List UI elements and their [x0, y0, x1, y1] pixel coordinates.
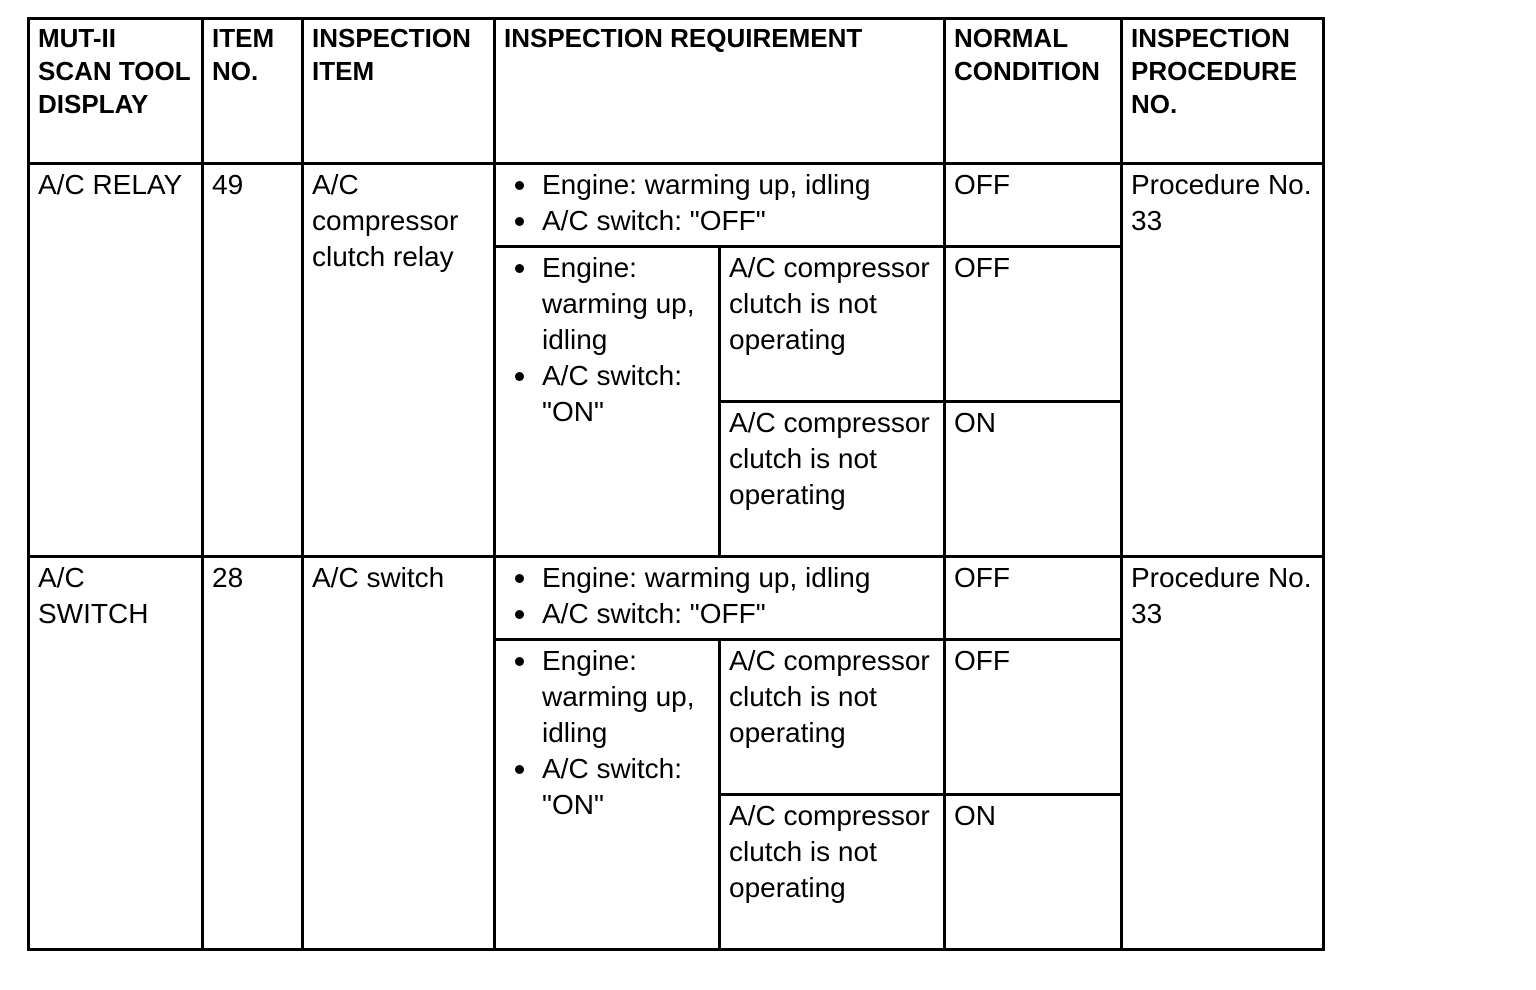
cell-normal-condition: OFF [945, 557, 1122, 640]
header-row [29, 19, 1324, 164]
list-item: Engine: warming up, idling [542, 643, 710, 751]
inspection-table [27, 17, 1325, 951]
list-item: Engine: warming up, idling [542, 167, 935, 203]
header-inspection-requirement: INSPECTION REQUIREMENT [495, 19, 945, 164]
requirement-list [504, 250, 710, 430]
header-normal-condition: NORMAL CONDITION [945, 19, 1122, 164]
table-row [29, 557, 1324, 640]
cell-normal-condition: OFF [945, 640, 1122, 795]
inspection-table-container [27, 17, 1325, 951]
list-item: Engine: warming up, idling [542, 250, 710, 358]
cell-procedure-no: Procedure No. 33 [1122, 557, 1324, 950]
requirement-list [504, 643, 710, 823]
cell-inspection-item: A/C switch [303, 557, 495, 950]
cell-item-no: 49 [203, 164, 303, 557]
list-item: A/C switch: "OFF" [542, 203, 935, 239]
cell-requirement-on [495, 640, 720, 950]
requirement-list [504, 167, 935, 239]
list-item: A/C switch: "OFF" [542, 596, 935, 632]
cell-display: A/C RELAY [29, 164, 203, 557]
list-item: A/C switch: "ON" [542, 751, 710, 823]
cell-sub-condition: A/C compressor clutch is not operating [720, 402, 945, 557]
cell-normal-condition: ON [945, 402, 1122, 557]
requirement-list [504, 560, 935, 632]
cell-requirement-off [495, 164, 945, 247]
table-row [29, 164, 1324, 247]
list-item: A/C switch: "ON" [542, 358, 710, 430]
cell-normal-condition: ON [945, 795, 1122, 950]
cell-normal-condition: OFF [945, 164, 1122, 247]
header-display: MUT-II SCAN TOOL DISPLAY [29, 19, 203, 164]
cell-display: A/C SWITCH [29, 557, 203, 950]
header-procedure-no: INSPECTION PROCEDURE NO. [1122, 19, 1324, 164]
cell-normal-condition: OFF [945, 247, 1122, 402]
cell-requirement-off [495, 557, 945, 640]
cell-sub-condition: A/C compressor clutch is not operating [720, 640, 945, 795]
list-item: Engine: warming up, idling [542, 560, 935, 596]
cell-inspection-item: A/C compressor clutch relay [303, 164, 495, 557]
header-item-no: ITEM NO. [203, 19, 303, 164]
cell-procedure-no: Procedure No. 33 [1122, 164, 1324, 557]
cell-sub-condition: A/C compressor clutch is not operating [720, 247, 945, 402]
header-inspection-item: INSPECTION ITEM [303, 19, 495, 164]
cell-requirement-on [495, 247, 720, 557]
cell-sub-condition: A/C compressor clutch is not operating [720, 795, 945, 950]
cell-item-no: 28 [203, 557, 303, 950]
